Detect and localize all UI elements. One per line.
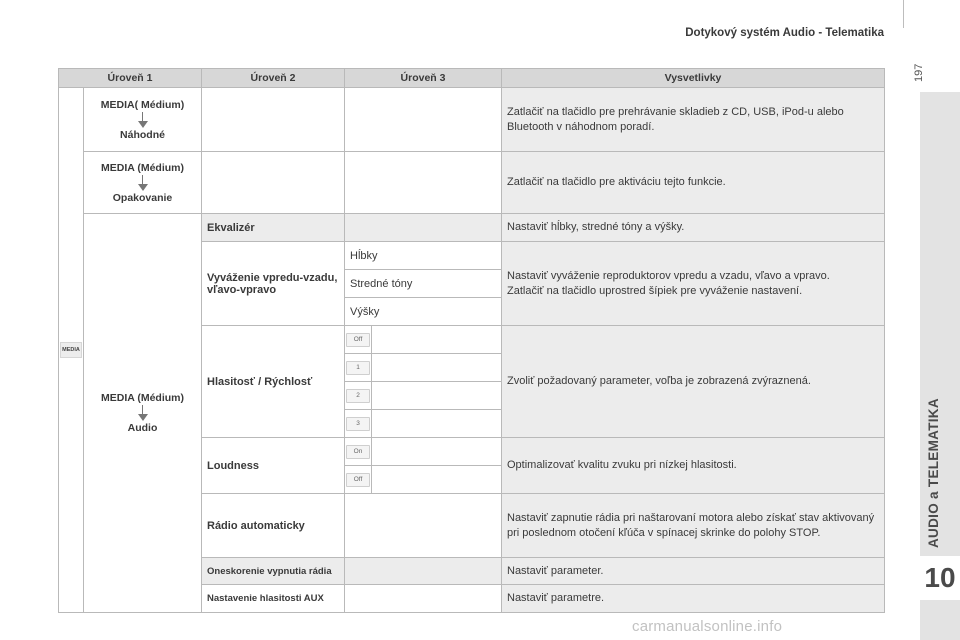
media-icon-cell: [59, 88, 84, 613]
arrow-down-icon: [138, 175, 148, 191]
level1-label: MEDIA (Médium): [100, 392, 185, 404]
description-cell: Zatlačiť na tlačidlo pre aktiváciu tejto funkcie.: [502, 152, 885, 214]
media-icon: MEDIA: [60, 342, 82, 358]
level3-cell: [345, 382, 502, 410]
header-level-2: Úroveň 2: [202, 69, 345, 88]
watermark: carmanualsonline.info: [632, 618, 783, 635]
level3-cell: [345, 466, 502, 494]
arrow-down-icon: [138, 405, 148, 421]
level3-cell: [345, 326, 502, 354]
option-empty-cell: [372, 382, 502, 409]
level2-cell: Oneskorenie vypnutia rádia: [202, 558, 345, 585]
description-cell: [502, 242, 885, 326]
level2-cell: Hlasitosť / Rýchlosť: [202, 326, 345, 438]
option-chip-cell: [345, 410, 372, 437]
level3-cell: Výšky: [345, 298, 502, 326]
description-cell: Zvoliť požadovaný parameter, voľba je zobrazená zvýraznená.: [502, 326, 885, 438]
level3-cell: [345, 410, 502, 438]
menu-table: [58, 68, 885, 613]
page-number: 197: [913, 63, 925, 82]
level2-cell: Rádio automaticky: [202, 494, 345, 558]
option-empty-cell: [372, 326, 502, 353]
level3-cell: [345, 438, 502, 466]
level3-cell: [345, 585, 502, 613]
level1-cell: [84, 214, 202, 613]
header-explanations: Vysvetlivky: [502, 69, 885, 88]
level2-cell: Vyváženie vpredu-vzadu, vľavo-vpravo: [202, 242, 345, 326]
table-row: [59, 152, 885, 214]
description-cell: Nastaviť parameter.: [502, 558, 885, 585]
section-label: AUDIO a TELEMATIKA: [926, 398, 941, 548]
option-chip-cell: [345, 326, 372, 353]
level3-cell: [345, 558, 502, 585]
level3-cell: [345, 494, 502, 558]
level1-sublabel: Opakovanie: [112, 191, 173, 204]
page-header-title: Dotykový systém Audio - Telematika: [685, 27, 884, 39]
option-chip: Off: [346, 333, 370, 347]
level3-cell: [345, 214, 502, 242]
level2-cell: Loudness: [202, 438, 345, 494]
option-empty-cell: [372, 354, 502, 381]
option-chip-cell: [345, 466, 372, 493]
level1-sublabel: Náhodné: [120, 128, 165, 141]
side-rule: [903, 0, 904, 28]
option-chip: On: [346, 445, 370, 459]
level2-cell: Nastavenie hlasitosti AUX: [202, 585, 345, 613]
option-chip-cell: [345, 354, 372, 381]
level3-cell: [345, 88, 502, 152]
option-empty-cell: [372, 438, 502, 465]
option-empty-cell: [372, 466, 502, 493]
level2-cell: Ekvalizér: [202, 214, 345, 242]
description-cell: Optimalizovať kvalitu zvuku pri nízkej hlasitosti.: [502, 438, 885, 494]
option-chip: Off: [346, 473, 370, 487]
table-row: [59, 214, 885, 242]
description-cell: Nastaviť hĺbky, stredné tóny a výšky.: [502, 214, 885, 242]
description-cell: Zatlačiť na tlačidlo pre prehrávanie skladieb z CD, USB, iPod-u alebo Bluetooth v náhodnom poradí.: [502, 88, 885, 152]
level3-cell: [345, 354, 502, 382]
chapter-number: 10: [920, 556, 960, 600]
header-level-1: Úroveň 1: [59, 69, 202, 88]
option-chip: 1: [346, 361, 370, 375]
level2-cell: [202, 152, 345, 214]
level3-cell: Hĺbky: [345, 242, 502, 270]
level1-label: MEDIA( Médium): [100, 98, 185, 111]
description-line: Nastaviť vyváženie reproduktorov vpredu a vzadu, vľavo a vpravo.: [507, 269, 830, 282]
description-line: Zatlačiť na tlačidlo uprostred šípiek pre vyváženie nastavení.: [507, 284, 803, 297]
level3-cell: [345, 152, 502, 214]
option-chip: 2: [346, 389, 370, 403]
level1-cell: [84, 152, 202, 214]
description-cell: Nastaviť zapnutie rádia pri naštarovaní motora alebo získať stav aktivovaný pri poslednom otočení kľúča v spínacej skrinke do polohy STOP.: [502, 494, 885, 558]
option-chip: 3: [346, 417, 370, 431]
header-level-3: Úroveň 3: [345, 69, 502, 88]
level3-cell: Stredné tóny: [345, 270, 502, 298]
table-row: [59, 88, 885, 152]
option-chip-cell: [345, 382, 372, 409]
level1-cell: [84, 88, 202, 152]
table-header-row: [59, 69, 885, 88]
option-empty-cell: [372, 410, 502, 437]
level2-cell: [202, 88, 345, 152]
level1-label: MEDIA (Médium): [100, 161, 185, 174]
option-chip-cell: [345, 438, 372, 465]
arrow-down-icon: [138, 112, 148, 128]
description-cell: Nastaviť parametre.: [502, 585, 885, 613]
level1-sublabel: Audio: [127, 422, 158, 434]
